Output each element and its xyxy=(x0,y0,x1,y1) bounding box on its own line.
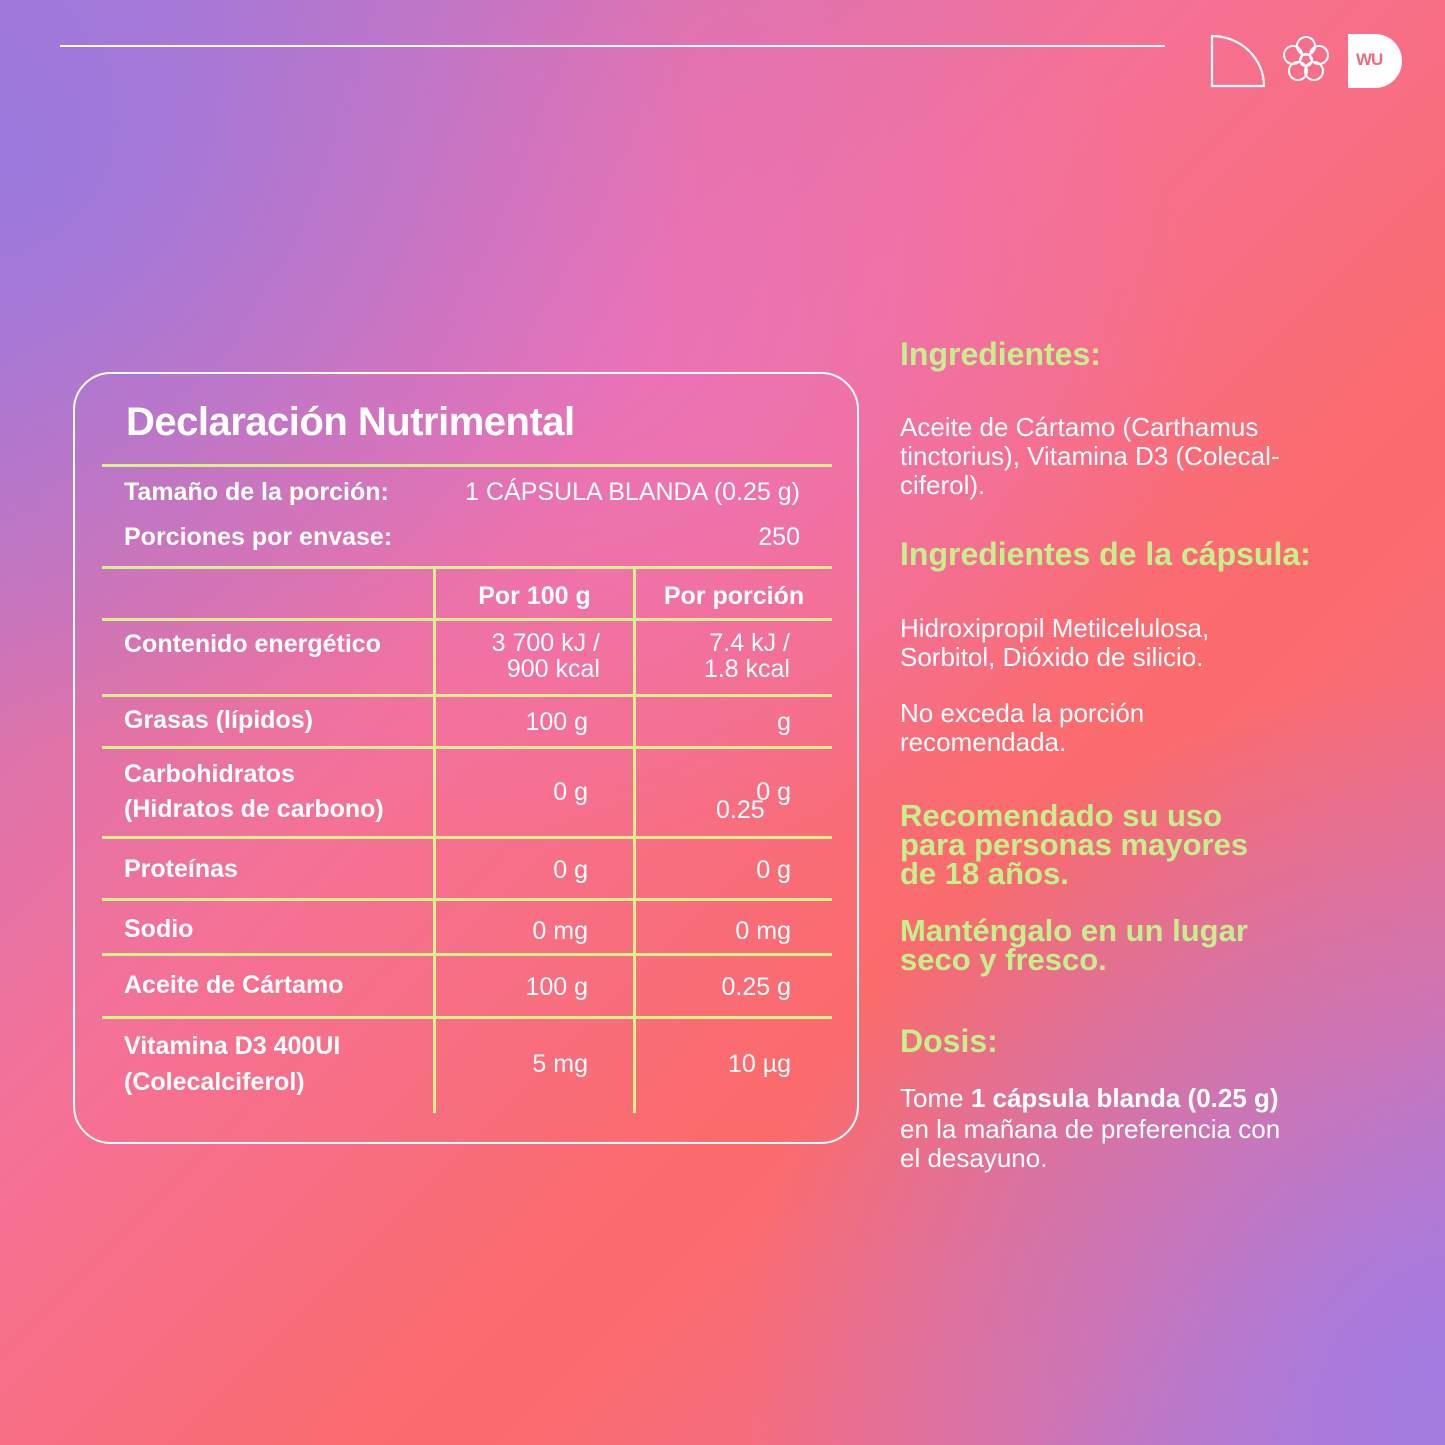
column-divider xyxy=(433,568,436,1113)
table-divider xyxy=(102,953,832,956)
row-label-b: (Hidratos de carbono) xyxy=(124,795,384,823)
row-serv: 0.25 g xyxy=(721,973,791,1001)
row-serv: 10 µg xyxy=(727,1050,791,1078)
row-serv: 0 mg xyxy=(735,917,791,945)
serving-size-label: Tamaño de la porción: xyxy=(124,478,389,506)
row-serv-b: 1.8 kcal xyxy=(703,655,790,683)
row-label: Sodio xyxy=(124,915,194,943)
dose-pre: Tome xyxy=(900,1083,964,1113)
table-divider xyxy=(102,694,832,697)
brand-badge-text: WU xyxy=(1356,50,1383,69)
dose-line: el desayuno. xyxy=(900,1143,1048,1173)
recommend-line: Recomendado su uso xyxy=(900,798,1223,833)
capsule-heading: Ingredientes de la cápsula: xyxy=(900,536,1311,572)
warning-line: No exceda la porción xyxy=(900,698,1145,728)
row-per100: 5 mg xyxy=(532,1050,588,1078)
servings-value: 250 xyxy=(758,523,800,551)
quarter-circle-icon xyxy=(1210,34,1266,88)
table-divider xyxy=(102,566,832,569)
row-label-b: (Colecalciferol) xyxy=(124,1068,305,1096)
dose-line: en la mañana de preferencia con xyxy=(900,1114,1281,1144)
top-divider xyxy=(60,45,1165,47)
row-per100-b: 900 kcal xyxy=(506,655,600,683)
brand-logos xyxy=(1210,34,1402,88)
storage-line: seco y fresco. xyxy=(900,942,1107,977)
row-per100-a: 3 700 kJ / xyxy=(491,629,600,657)
table-divider xyxy=(102,836,832,839)
ingredients-heading: Ingredientes: xyxy=(900,336,1101,372)
capsule-line: Sorbitol, Dióxido de silicio. xyxy=(900,642,1204,672)
row-per100: 0 g xyxy=(553,778,588,806)
row-serv-a: 7.4 kJ / xyxy=(709,629,790,657)
dose-bold: 1 cápsula blanda (0.25 g) xyxy=(970,1083,1279,1113)
row-serv: 0 g xyxy=(756,856,791,884)
flower-icon xyxy=(1280,34,1332,88)
row-label: Contenido energético xyxy=(124,630,381,658)
row-per100: 0 mg xyxy=(532,917,588,945)
row-per100: 0 g xyxy=(553,856,588,884)
row-per100: 100 g xyxy=(525,708,588,736)
storage-line: Manténgalo en un lugar xyxy=(900,913,1248,948)
row-serv: g xyxy=(777,708,791,736)
dose-line xyxy=(900,1084,1279,1113)
row-label-a: Carbohidratos xyxy=(124,760,295,788)
warning-line: recomendada. xyxy=(900,727,1067,757)
recommend-line: para personas mayores xyxy=(900,827,1249,862)
table-divider xyxy=(102,898,832,901)
ingredients-line: ciferol). xyxy=(900,470,986,500)
table-divider xyxy=(102,464,832,467)
row-label-a: Vitamina D3 400UI xyxy=(124,1032,341,1060)
row-label: Aceite de Cártamo xyxy=(124,971,344,999)
serving-size-value: 1 CÁPSULA BLANDA (0.25 g) xyxy=(465,478,800,506)
table-divider xyxy=(102,746,832,749)
column-divider xyxy=(633,568,636,1113)
table-divider xyxy=(102,1016,832,1019)
table-divider xyxy=(102,618,832,621)
column-header-per100: Por 100 g xyxy=(478,582,591,610)
ingredients-line: tinctorius), Vitamina D3 (Colecal- xyxy=(900,441,1280,471)
row-serv-extra: 0.25 xyxy=(716,796,765,824)
row-per100: 100 g xyxy=(525,973,588,1001)
recommend-line: de 18 años. xyxy=(900,856,1069,891)
servings-label: Porciones por envase: xyxy=(124,523,393,551)
row-serv: 0 g xyxy=(756,778,791,806)
dose-heading: Dosis: xyxy=(900,1023,998,1059)
row-label: Proteínas xyxy=(124,855,238,883)
panel-title: Declaración Nutrimental xyxy=(126,400,575,444)
column-header-perserving: Por porción xyxy=(663,582,805,610)
ingredients-line: Aceite de Cártamo (Carthamus xyxy=(900,412,1259,442)
capsule-line: Hidroxipropil Metilcelulosa, xyxy=(900,613,1210,643)
row-label: Grasas (lípidos) xyxy=(124,706,313,734)
